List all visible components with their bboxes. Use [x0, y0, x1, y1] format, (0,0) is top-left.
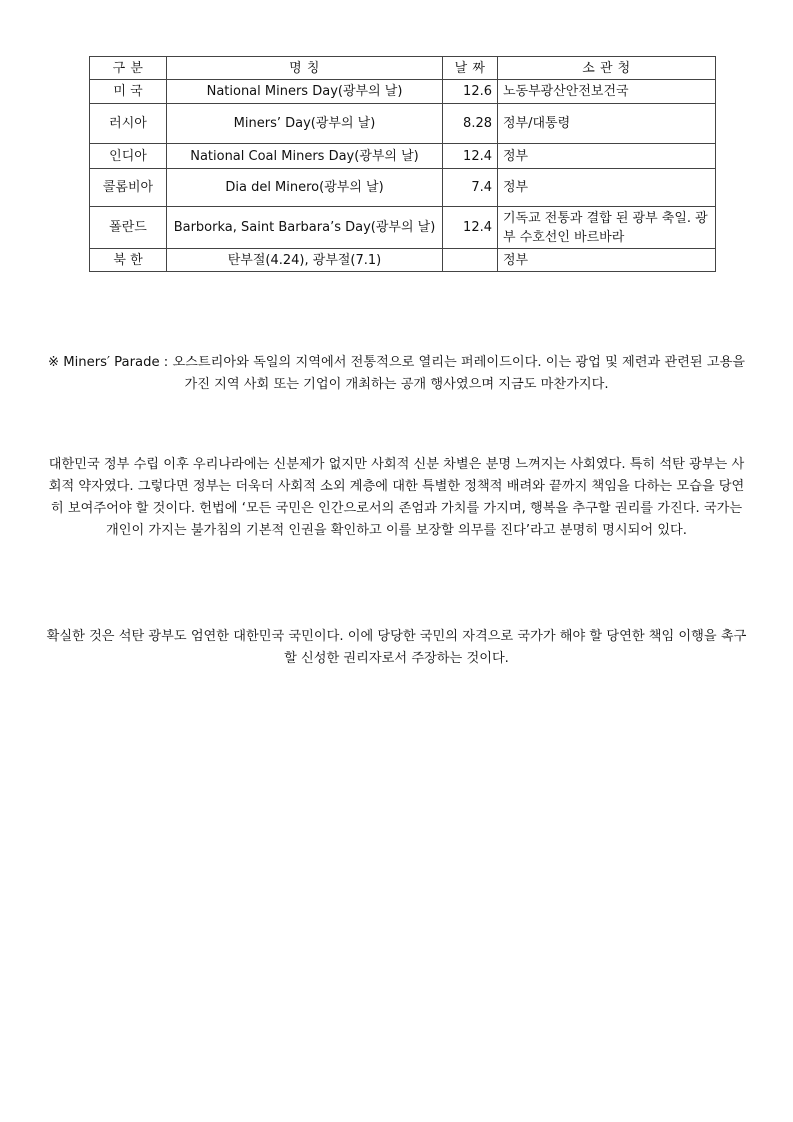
agency-cell: 정부 — [498, 169, 716, 207]
header-name: 명 칭 — [167, 57, 443, 80]
date-cell — [443, 249, 498, 272]
table-header-row — [90, 57, 716, 80]
country-cell: 폴란드 — [90, 207, 167, 249]
agency-cell: 정부 — [498, 249, 716, 272]
date-cell: 12.4 — [443, 144, 498, 169]
country-cell: 북 한 — [90, 249, 167, 272]
country-cell: 러시아 — [90, 104, 167, 144]
name-cell: Miners’ Day(광부의 날) — [167, 104, 443, 144]
table-row — [90, 249, 716, 272]
table-row — [90, 169, 716, 207]
date-cell: 12.6 — [443, 80, 498, 104]
agency-cell: 기독교 전통과 결합 된 광부 축일. 광부 수호선인 바르바라 — [498, 207, 716, 249]
name-cell: Barborka, Saint Barbara’s Day(광부의 날) — [167, 207, 443, 249]
country-cell: 미 국 — [90, 80, 167, 104]
agency-cell: 정부/대통령 — [498, 104, 716, 144]
body-paragraph: 대한민국 정부 수립 이후 우리나라에는 신분제가 없지만 사회적 신분 차별은 분명 느껴지는 사회였다. 특히 석탄 광부는 사회적 약자였다. 그렇다면 정부는 더욱더 사회적 소외 계층에 대한 특별한 정책적 배려와 끝까지 책임을 다하는 모습을 당연히 보여주어야 할 것이다. 헌법에 ‘모든 국민은 인간으로서의 존엄과 가치를 가지며, 행복을 추구할 권리를 가진다. 국가는 개인이 가지는 불가침의 기본적 인권을 확인하고 이를 보장할 의무를 진다’라고 분명히 명시되어 있다. — [48, 457, 745, 538]
date-cell: 8.28 — [443, 104, 498, 144]
name-cell: National Coal Miners Day(광부의 날) — [167, 144, 443, 169]
miners-parade-note: ※ Miners′ Parade : 오스트리아와 독일의 지역에서 전통적으로 열리는 퍼레이드이다. 이는 광업 및 제련과 관련된 고용을 가진 지역 사회 또는 기업이 개최하는 공개 행사였으며 지금도 마찬가지다. — [47, 355, 746, 392]
miners-day-table — [89, 56, 716, 272]
table-row — [90, 207, 716, 249]
country-cell: 인디아 — [90, 144, 167, 169]
table-row — [90, 80, 716, 104]
name-cell: Dia del Minero(광부의 날) — [167, 169, 443, 207]
header-agency: 소 관 청 — [498, 57, 716, 80]
date-cell: 7.4 — [443, 169, 498, 207]
table-row — [90, 104, 716, 144]
header-category: 구 분 — [90, 57, 167, 80]
name-cell: National Miners Day(광부의 날) — [167, 80, 443, 104]
date-cell: 12.4 — [443, 207, 498, 249]
country-cell: 콜롬비아 — [90, 169, 167, 207]
agency-cell: 정부 — [498, 144, 716, 169]
body-paragraph: 확실한 것은 석탄 광부도 엄연한 대한민국 국민이다. 이에 당당한 국민의 자격으로 국가가 해야 할 당연한 책임 이행을 촉구할 신성한 권리자로서 주장하는 것이다. — [46, 629, 747, 666]
name-cell: 탄부절(4.24), 광부절(7.1) — [167, 249, 443, 272]
table-row — [90, 144, 716, 169]
agency-cell: 노동부광산안전보건국 — [498, 80, 716, 104]
header-date: 날 짜 — [443, 57, 498, 80]
